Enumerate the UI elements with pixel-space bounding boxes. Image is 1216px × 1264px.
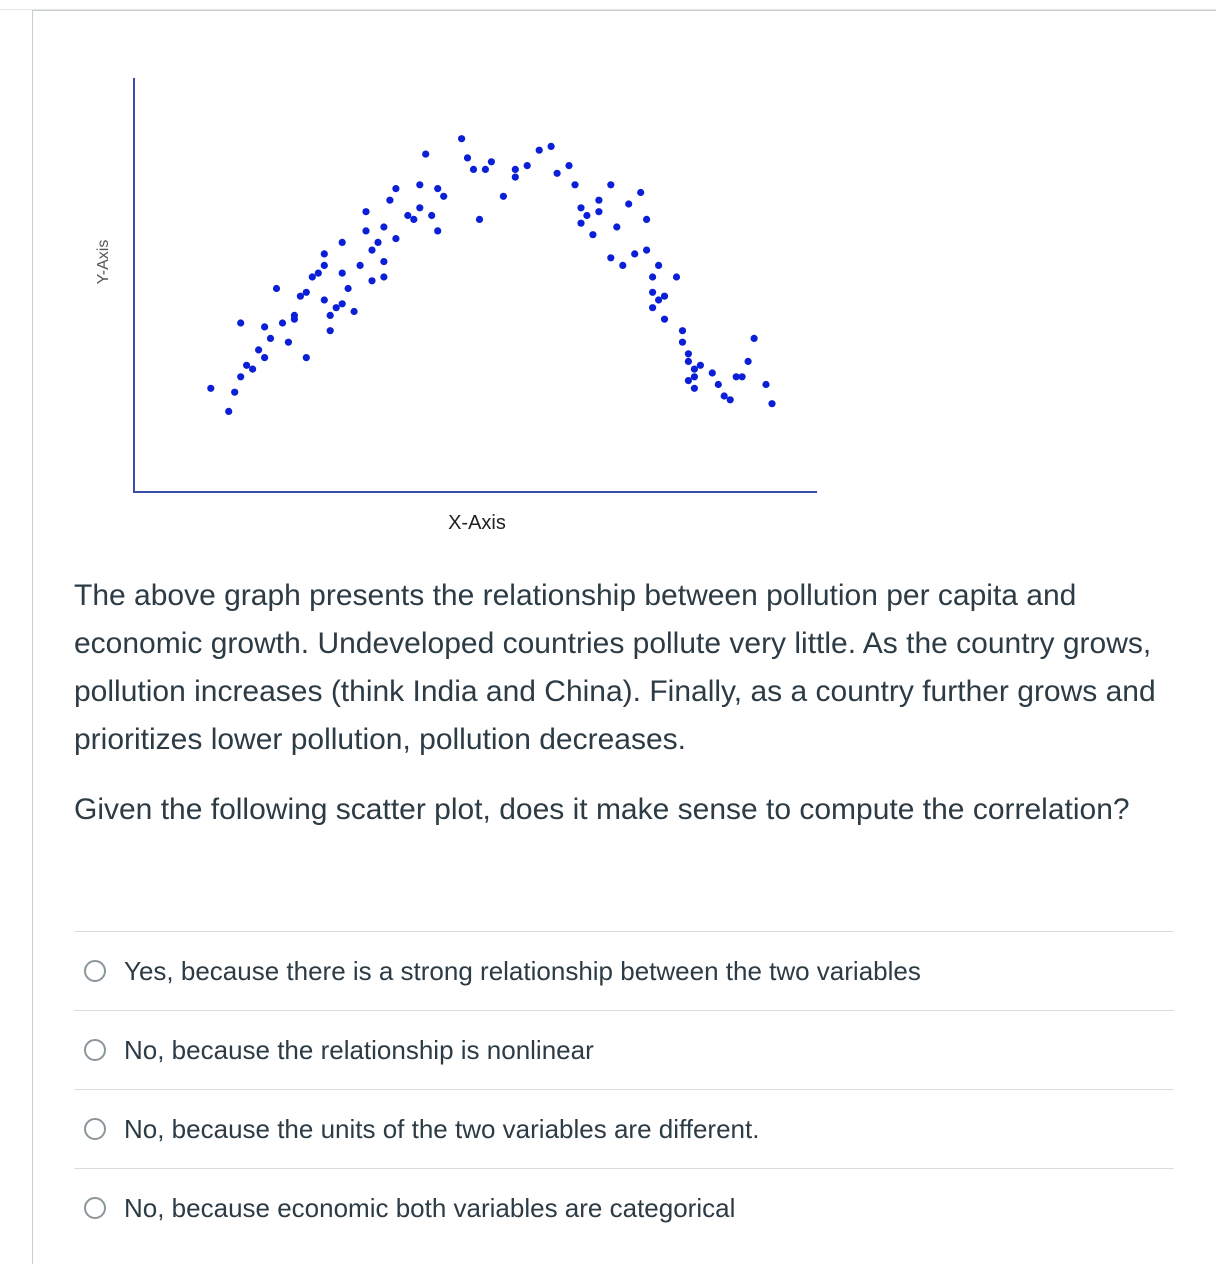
data-point-42 — [380, 273, 387, 280]
data-point-69 — [577, 204, 584, 211]
data-point-96 — [691, 366, 698, 373]
data-point-40 — [380, 258, 387, 265]
data-point-43 — [392, 235, 399, 242]
data-point-110 — [768, 400, 775, 407]
data-point-31 — [339, 300, 346, 307]
data-point-13 — [279, 319, 286, 326]
answer-option-4[interactable] — [74, 1168, 1174, 1247]
data-point-45 — [404, 212, 411, 219]
data-point-101 — [709, 369, 716, 376]
data-point-108 — [751, 335, 758, 342]
data-point-37 — [368, 277, 375, 284]
data-point-78 — [619, 262, 626, 269]
data-point-44 — [392, 185, 399, 192]
data-point-99 — [691, 373, 698, 380]
answer-options — [74, 931, 1174, 1247]
data-point-11 — [273, 285, 280, 292]
data-point-29 — [339, 239, 346, 246]
data-point-100 — [697, 362, 704, 369]
data-point-59 — [488, 158, 495, 165]
radio-button[interactable] — [84, 1039, 106, 1061]
data-point-19 — [309, 273, 316, 280]
data-point-63 — [524, 162, 531, 169]
data-point-38 — [374, 239, 381, 246]
data-point-107 — [745, 358, 752, 365]
data-point-46 — [410, 216, 417, 223]
data-point-32 — [351, 308, 358, 315]
data-point-20 — [303, 289, 310, 296]
data-point-30 — [345, 285, 352, 292]
top-bar — [0, 0, 1216, 10]
data-point-109 — [762, 381, 769, 388]
answer-label: No, because the units of the two variables are different. — [124, 1113, 760, 1144]
data-point-58 — [482, 166, 489, 173]
data-point-67 — [565, 162, 572, 169]
answer-label: Yes, because there is a strong relationship between the two variables — [124, 955, 921, 986]
question-text — [74, 572, 1174, 856]
data-point-34 — [362, 227, 369, 234]
data-point-47 — [416, 204, 423, 211]
data-point-1 — [207, 385, 214, 392]
data-point-68 — [571, 181, 578, 188]
data-point-97 — [685, 377, 692, 384]
data-point-12 — [261, 354, 268, 361]
y-axis-label: Y-Axis — [95, 239, 112, 285]
data-point-36 — [368, 247, 375, 254]
data-point-55 — [464, 154, 471, 161]
scatter-plot-svg — [60, 40, 860, 550]
data-point-103 — [721, 392, 728, 399]
data-point-64 — [536, 147, 543, 154]
data-point-3 — [231, 389, 238, 396]
data-point-106 — [739, 373, 746, 380]
data-point-4 — [237, 373, 244, 380]
answer-label: No, because economic both variables are categorical — [124, 1192, 736, 1223]
data-point-86 — [649, 289, 656, 296]
data-point-16 — [291, 316, 298, 323]
radio-button[interactable] — [84, 1197, 106, 1219]
data-point-83 — [643, 247, 650, 254]
data-point-75 — [607, 181, 614, 188]
data-point-41 — [386, 197, 393, 204]
data-point-2 — [225, 408, 232, 415]
data-point-62 — [512, 174, 519, 181]
data-point-35 — [362, 208, 369, 215]
data-point-74 — [595, 208, 602, 215]
data-point-6 — [237, 319, 244, 326]
data-point-82 — [643, 216, 650, 223]
data-point-61 — [512, 166, 519, 173]
x-axis-label: X-Axis — [448, 512, 506, 534]
data-point-54 — [458, 135, 465, 142]
answer-option-2[interactable] — [74, 1010, 1174, 1089]
data-point-10 — [267, 335, 274, 342]
data-point-76 — [613, 223, 620, 230]
data-point-28 — [339, 270, 346, 277]
data-point-9 — [261, 323, 268, 330]
data-point-26 — [327, 327, 334, 334]
data-point-57 — [476, 216, 483, 223]
data-point-94 — [685, 350, 692, 357]
data-point-93 — [679, 339, 686, 346]
radio-button[interactable] — [84, 1118, 106, 1140]
answer-option-1[interactable] — [74, 931, 1174, 1010]
data-point-48 — [416, 181, 423, 188]
data-point-15 — [285, 339, 292, 346]
data-point-66 — [554, 170, 561, 177]
question-paragraph-prompt: Given the following scatter plot, does it make sense to compute the correlation? — [74, 793, 1130, 826]
data-point-22 — [321, 296, 328, 303]
data-point-73 — [595, 197, 602, 204]
radio-button[interactable] — [84, 960, 106, 982]
data-point-27 — [333, 304, 340, 311]
scatter-chart — [60, 40, 860, 550]
data-point-104 — [727, 396, 734, 403]
data-point-65 — [548, 143, 555, 150]
data-point-23 — [321, 262, 328, 269]
data-point-17 — [297, 293, 304, 300]
data-point-56 — [470, 166, 477, 173]
answer-label: No, because the relationship is nonlinear — [124, 1034, 594, 1065]
data-point-84 — [649, 273, 656, 280]
data-point-89 — [661, 316, 668, 323]
data-point-18 — [303, 354, 310, 361]
data-point-71 — [577, 220, 584, 227]
data-point-24 — [327, 312, 334, 319]
data-point-25 — [321, 250, 328, 257]
data-point-21 — [315, 270, 322, 277]
data-point-53 — [440, 193, 447, 200]
data-point-102 — [715, 381, 722, 388]
data-point-33 — [357, 262, 364, 269]
data-point-90 — [661, 293, 668, 300]
data-point-50 — [428, 212, 435, 219]
data-point-87 — [649, 304, 656, 311]
data-point-79 — [625, 200, 632, 207]
data-point-70 — [583, 212, 590, 219]
data-point-60 — [500, 193, 507, 200]
data-point-80 — [631, 250, 638, 257]
question-paragraph-context: The above graph presents the relationship between pollution per capita and economic growth. Undeveloped countries pollute very little. As the country grows, pollution increases (think India and China). Finally, as a country further grows and prioritizes lower pollution, pollution decreases. — [74, 579, 1156, 756]
data-point-8 — [255, 346, 262, 353]
data-point-91 — [673, 273, 680, 280]
data-point-77 — [607, 254, 614, 261]
data-points — [207, 135, 775, 415]
data-point-49 — [422, 151, 429, 158]
data-point-95 — [685, 358, 692, 365]
data-point-5 — [243, 362, 250, 369]
data-point-39 — [380, 223, 387, 230]
answer-option-3[interactable] — [74, 1089, 1174, 1168]
data-point-85 — [655, 262, 662, 269]
data-point-92 — [679, 327, 686, 334]
data-point-98 — [691, 385, 698, 392]
data-point-7 — [249, 366, 256, 373]
data-point-51 — [434, 185, 441, 192]
data-point-52 — [434, 227, 441, 234]
data-point-88 — [655, 296, 662, 303]
data-point-72 — [589, 231, 596, 238]
data-point-81 — [637, 189, 644, 196]
